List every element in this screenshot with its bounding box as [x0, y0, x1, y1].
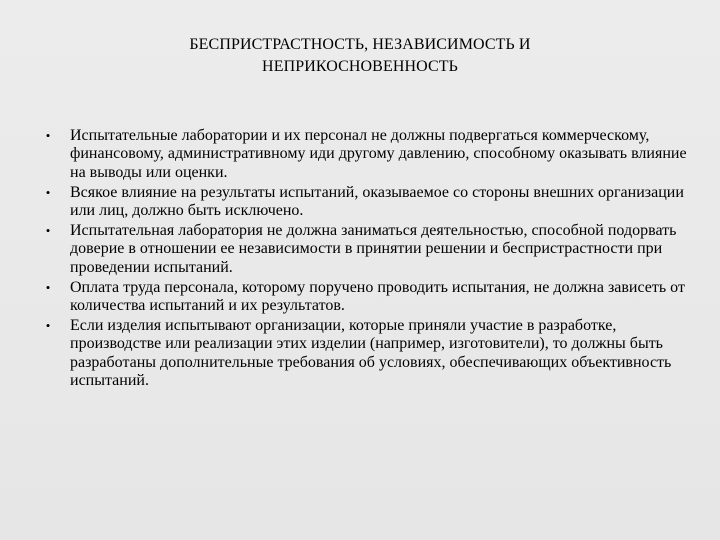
bullet-item [40, 184, 688, 221]
bullet-item [40, 127, 688, 182]
bullet-icon: • [45, 223, 51, 239]
title-line-1: БЕСПРИСТРАСТНОСТЬ, НЕЗАВИСИМОСТЬ И [189, 36, 531, 53]
bullet-icon: • [45, 318, 51, 334]
bullet-icon: • [45, 184, 51, 200]
slide-title [90, 34, 630, 78]
bullet-text: Всякое влияние на результаты испытаний, оказываемое со стороны внешних организации или лиц, должно быть исключено. [70, 183, 684, 220]
bullet-text: Оплата труда персонала, которому поручено проводить испытания, не должна зависеть от количества испытаний и их результатов. [70, 278, 685, 315]
bullet-item [40, 222, 688, 277]
bullet-list [40, 127, 688, 392]
bullet-text: Если изделия испытывают организации, которые приняли участие в разработке, производстве или реализации этих изделии (например, изготовители), то должны быть разработаны дополнительные требования об условиях, обеспечивающих объективность испытаний. [70, 317, 672, 390]
bullet-item [40, 317, 688, 391]
title-line-2: НЕПРИКОСНОВЕННОСТЬ [262, 58, 458, 75]
bullet-icon: • [45, 128, 51, 143]
bullet-item [40, 279, 688, 316]
bullet-text: Испытательная лаборатория не должна заниматься деятельностью, способной подорвать доверие в отношении ее независимости в принятии решении и беспристрастности при проведении испытаний. [70, 222, 677, 276]
bullet-text: Испытательные лаборатории и их персонал не должны подвергаться коммерческому, финансовому, административному иди другому давлению, способному оказывать влияние на выводы или оценки. [70, 127, 687, 181]
bullet-icon: • [45, 279, 51, 295]
